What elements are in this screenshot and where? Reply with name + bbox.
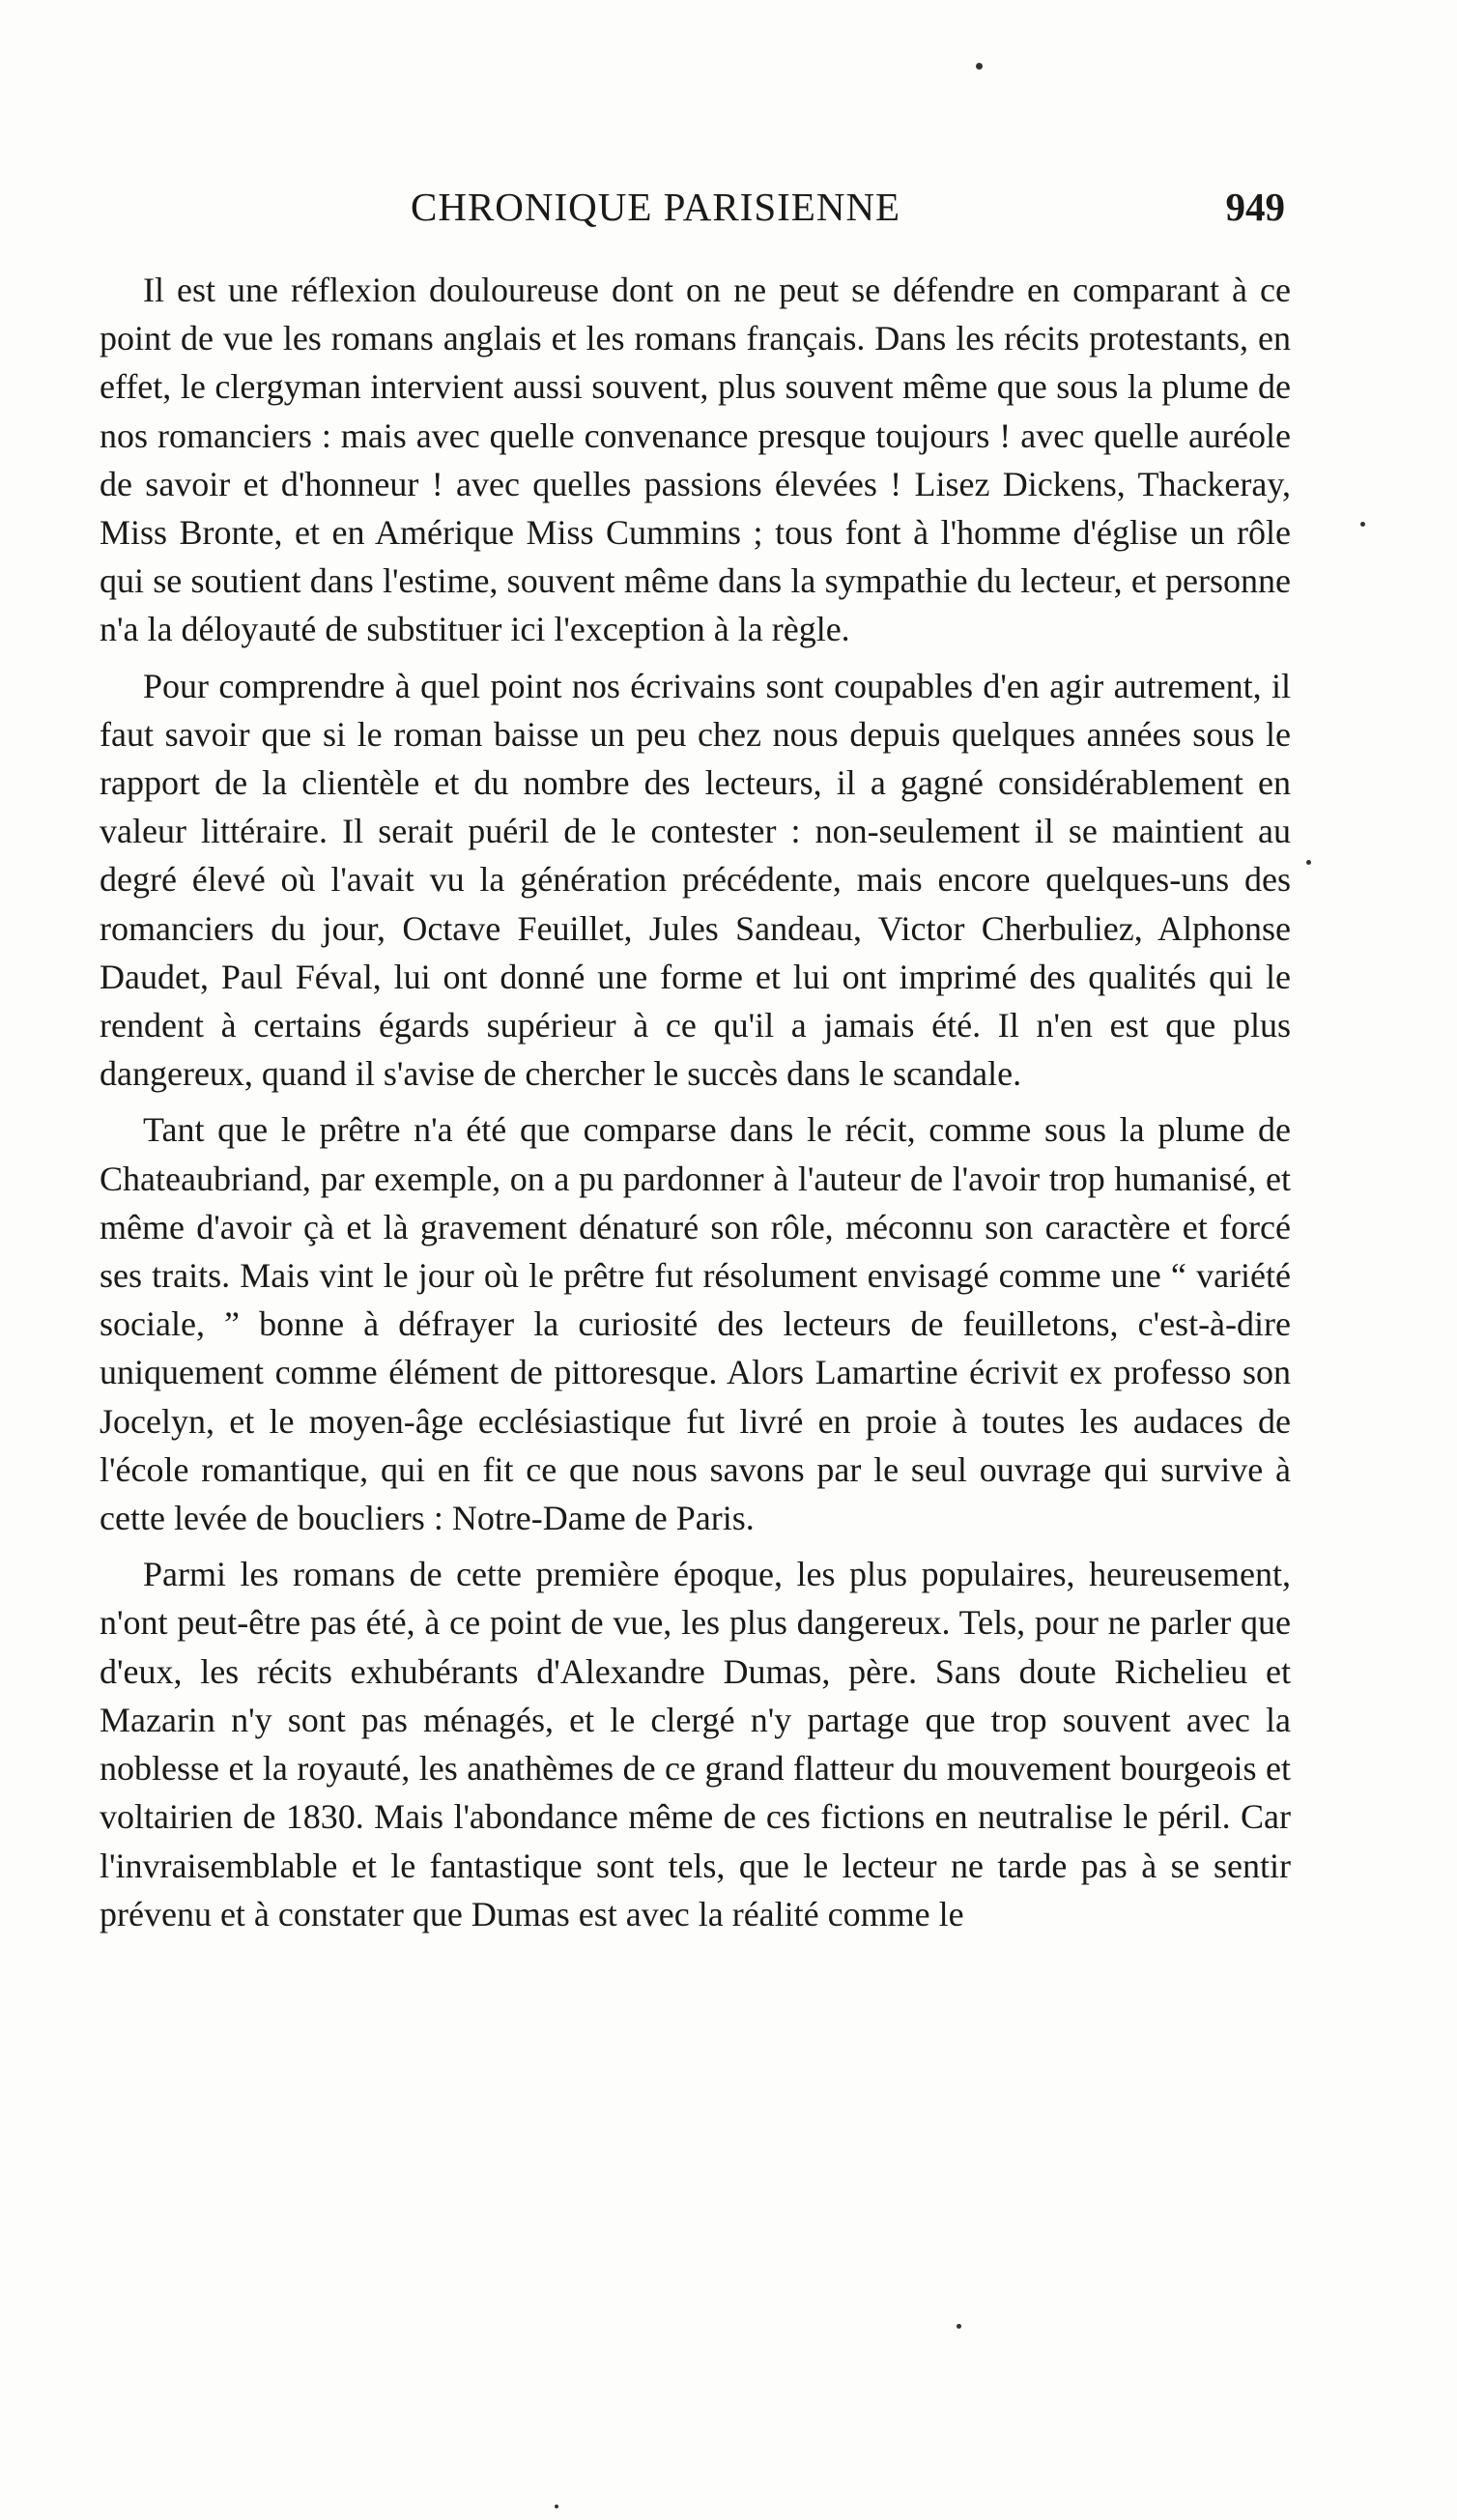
paragraph: Pour comprendre à quel point nos écrivains sont coupables d'en agir autrement, il faut savoir que si le roman baisse un peu chez nous depuis quelques années sous le rapport de la clientèle et du nombre des lecteurs, il a gagné considérablement en valeur littéraire. Il serait puéril de le contester : non-seulement il se maintient au degré élevé où l'avait vu la génération précédente, mais encore quelques-uns des romanciers du jour, Octave Feuillet, Jules Sandeau, Victor Cherbuliez, Alphonse Daudet, Paul Féval, lui ont donné une forme et lui ont imprimé des qualités qui le rendent à certains égards supérieur à ce qu'il a jamais été. Il n'en est que plus dangereux, quand il s'avise de chercher le succès dans le scandale. bbox=[100, 666, 1291, 1094]
paragraph: Tant que le prêtre n'a été que comparse dans le récit, comme sous la plume de Chateaubriand, par exemple, on a pu pardonner à l'auteur de l'avoir trop humanisé, et même d'avoir çà et là gravement dénaturé son rôle, méconnu son caractère et forcé ses traits. Mais vint le jour où le prêtre fut résolument envisagé comme une “ variété sociale, ” bonne à défrayer la curiosité des lecteurs de feuilletons, c'est-à-dire uniquement comme élément de pittoresque. Alors Lamartine écrivit ex professo son Jocelyn, et le moyen-âge ecclésiastique fut livré en proie à toutes les audaces de l'école romantique, qui en fit ce que nous savons par le seul ouvrage qui survive à cette levée de boucliers : Notre-Dame de Paris. bbox=[100, 1110, 1291, 1538]
ink-speck bbox=[976, 63, 983, 70]
paragraph: Parmi les romans de cette première époque, les plus populaires, heureusement, n'ont peut-être pas été, à ce point de vue, les plus dangereux. Tels, pour ne parler que d'eux, les récits exhubérants d'Alexandre Dumas, père. Sans doute Richelieu et Mazarin n'y sont pas ménagés, et le clergé n'y partage que trop souvent avec la noblesse et la royauté, les anathèmes de ce grand flatteur du mouvement bourgeois et voltairien de 1830. Mais l'abondance même de ces fictions en neutralise le péril. Car l'invraisemblable et le fantastique sont tels, que le lecteur ne tarde pas à se sentir prévenu et à constater que Dumas est avec la réalité comme le bbox=[100, 1555, 1291, 1933]
ink-speck bbox=[1306, 860, 1311, 865]
paragraph: Il est une réflexion douloureuse dont on ne peut se défendre en comparant à ce point de vue les romans anglais et les romans français. Dans les récits protestants, en effet, le clergyman intervient aussi souvent, plus souvent même que sous la plume de nos romanciers : mais avec quelle convenance presque toujours ! avec quelle auréole de savoir et d'honneur ! avec quelles passions élevées ! Lisez Dickens, Thackeray, Miss Bronte, et en Amérique Miss Cummins ; tous font à l'homme d'église un rôle qui se soutient dans l'estime, souvent même dans la sympathie du lecteur, et personne n'a la déloyauté de substituer ici l'exception à la règle. bbox=[100, 271, 1291, 649]
page-header bbox=[97, 184, 1285, 242]
running-title: CHRONIQUE PARISIENNE bbox=[411, 185, 901, 229]
ink-speck bbox=[555, 2505, 558, 2508]
page-number: 949 bbox=[1225, 185, 1285, 229]
ink-speck bbox=[957, 2324, 961, 2329]
ink-speck bbox=[1360, 522, 1365, 527]
body-text bbox=[100, 266, 1291, 1946]
